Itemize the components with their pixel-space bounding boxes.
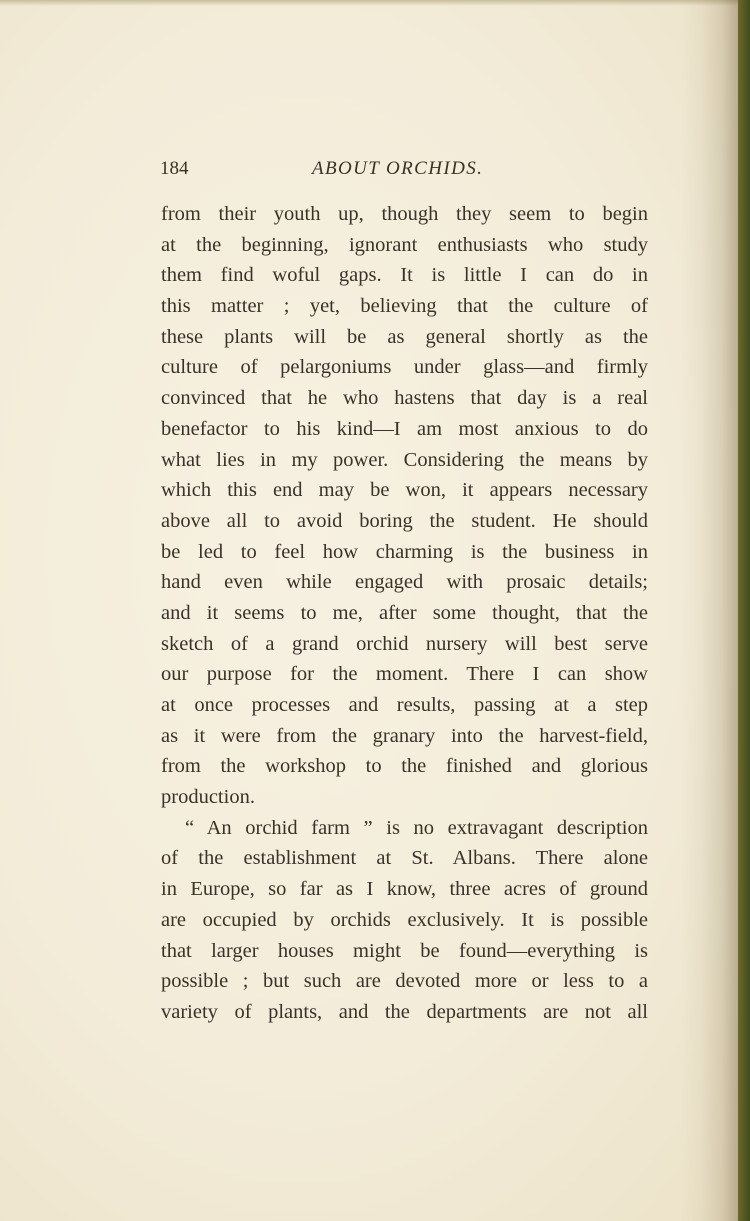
text-line: this matter ; yet, believing that the culture of	[161, 295, 648, 318]
text-line: convinced that he who hastens that day is a real	[161, 387, 648, 410]
text-line: from the workshop to the finished and glorious	[161, 755, 648, 778]
text-line: our purpose for the moment. There I can show	[161, 663, 648, 686]
text-line: which this end may be won, it appears necessary	[161, 479, 648, 502]
text-line: of the establishment at St. Albans. There alone	[161, 847, 648, 870]
text-line: hand even while engaged with prosaic details;	[161, 571, 648, 594]
text-line: at once processes and results, passing at a step	[161, 694, 648, 716]
text-line: these plants will be as general shortly as the	[161, 325, 648, 348]
page-number: 184	[160, 158, 189, 179]
text-line: as it were from the granary into the harvest-field,	[161, 724, 648, 747]
body-text	[161, 199, 648, 1028]
paragraph-end-line: production.	[161, 786, 255, 809]
text-line: benefactor to his kind—I am most anxious to do	[161, 417, 648, 440]
text-line: in Europe, so far as I know, three acres of ground	[161, 878, 648, 901]
text-line: variety of plants, and the departments are not all	[161, 1000, 648, 1023]
text-line: what lies in my power. Considering the means by	[161, 448, 648, 471]
text-line: possible ; but such are devoted more or less to a	[161, 970, 648, 993]
running-title: ABOUT ORCHIDS.	[312, 158, 484, 179]
text-line: above all to avoid boring the student. He should	[161, 509, 648, 532]
text-line: and it seems to me, after some thought, that the	[161, 601, 648, 624]
text-line: them find woful gaps. It is little I can do in	[161, 264, 648, 287]
text-line: sketch of a grand orchid nursery will best serve	[161, 632, 648, 655]
text-line: at the beginning, ignorant enthusiasts who study	[161, 233, 648, 256]
paragraph-start-line: “ An orchid farm ” is no extravagant description	[185, 816, 648, 839]
running-head	[160, 152, 650, 186]
text-line: culture of pelargoniums under glass—and firmly	[161, 356, 648, 379]
text-line: that larger houses might be found—everything is	[161, 939, 648, 962]
text-line: are occupied by orchids exclusively. It is possible	[161, 908, 648, 931]
page-top-edge	[0, 0, 750, 6]
text-line: be led to feel how charming is the business in	[161, 540, 648, 563]
binding-edge	[738, 0, 750, 1221]
text-line: from their youth up, though they seem to begin	[161, 203, 648, 225]
